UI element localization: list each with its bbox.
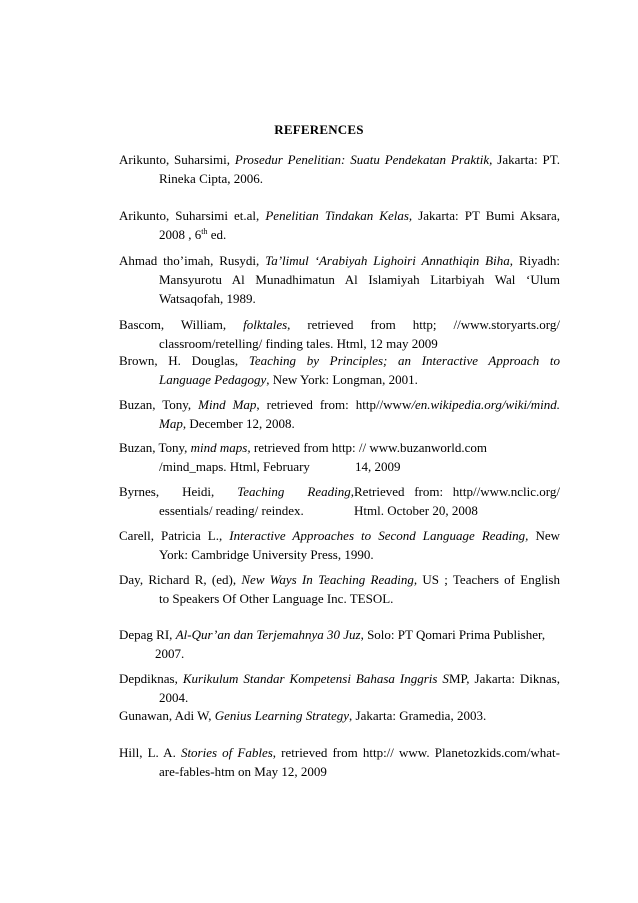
reference-line: Brown, H. Douglas, Teaching by Principles; an Interactive Approach to <box>119 353 560 368</box>
reference-line: Arikunto, Suharsimi, Prosedur Penelitian: Suatu Pendekatan Praktik, Jakarta: PT. <box>119 152 560 167</box>
reference-work-title: Penelitian Tindakan Kelas, <box>265 208 413 223</box>
superscript: th <box>201 227 208 236</box>
reference-url: /en.wikipedia.org/wiki/mind. <box>411 397 560 412</box>
reference-line: Map, December 12, 2008. <box>159 416 295 431</box>
reference-line: Buzan, Tony, Mind Map, retrieved from: http//www/en.wikipedia.org/wiki/mind. <box>119 397 560 412</box>
reference-entry <box>119 315 560 353</box>
reference-entry <box>119 438 560 476</box>
reference-entry <box>119 351 560 389</box>
reference-line: Bascom, William, folktales, retrieved from http; //www.storyarts.org/ <box>119 317 560 332</box>
reference-entry <box>119 251 560 308</box>
reference-entry <box>119 669 560 707</box>
reference-work-title: Mind Map <box>198 397 257 412</box>
reference-line: Buzan, Tony, mind maps, retrieved from http: // www.buzanworld.com <box>119 440 487 455</box>
reference-line: are-fables-htm on May 12, 2009 <box>159 764 327 779</box>
reference-line: Watsaqofah, 1989. <box>159 291 256 306</box>
reference-line: Byrnes, Heidi, Teaching Reading,Retrieved from: http//www.nclic.org/ <box>119 484 560 499</box>
reference-entry <box>119 395 560 433</box>
reference-line: Rineka Cipta, 2006. <box>159 171 263 186</box>
reference-line: to Speakers Of Other Language Inc. TESOL. <box>159 591 394 606</box>
reference-line: 2008 , 6th ed. <box>159 227 227 242</box>
reference-work-title: Language Pedagogy <box>159 372 267 387</box>
reference-entry <box>119 570 560 608</box>
reference-line: essentials/ reading/ reindex. Html. October 20, 2008 <box>159 503 478 518</box>
reference-line: Arikunto, Suharsimi et.al, Penelitian Tindakan Kelas, Jakarta: PT Bumi Aksara, <box>119 208 561 223</box>
reference-work-title: Stories of Fables <box>180 745 273 760</box>
reference-line: 2004. <box>159 690 189 705</box>
reference-entry <box>119 150 560 188</box>
reference-work-title: Genius Learning Strategy <box>214 708 350 723</box>
reference-work-title: Map <box>159 416 183 431</box>
reference-work-title: Ta’limul ‘Arabiyah Lighoiri Annathiqin Biha <box>265 253 510 268</box>
reference-line: Ahmad tho’imah, Rusydi, Ta’limul ‘Arabiyah Lighoiri Annathiqin Biha, Riyadh: <box>119 253 560 268</box>
reference-work-title: folktales <box>243 317 288 332</box>
reference-entry <box>119 706 560 725</box>
reference-line: Hill, L. A. Stories of Fables, retrieved from http:// www. Planetozkids.com/what- <box>119 745 560 760</box>
reference-entry <box>119 743 560 781</box>
reference-work-title: Interactive Approaches to Second Language Reading, <box>229 528 529 543</box>
reference-line: Mansyurotu Al Munadhimatun Al Islamiyah Litarbiyah Wal ‘Ulum <box>159 272 560 287</box>
reference-entry <box>119 625 560 663</box>
reference-line: Depag RI, Al-Qur’an dan Terjemahnya 30 Juz, Solo: PT Qomari Prima Publisher, <box>119 627 546 642</box>
reference-line: York: Cambridge University Press, 1990. <box>159 547 374 562</box>
reference-entry <box>119 482 560 520</box>
reference-work-title: Prosedur Penelitian: Suatu Pendekatan Praktik, <box>234 152 493 167</box>
reference-entry <box>119 526 560 564</box>
reference-line: /mind_maps. Html, February 14, 2009 <box>159 459 401 474</box>
reference-work-title: Teaching by Principles; an Interactive Approach to <box>248 353 560 368</box>
reference-work-title: New Ways In Teaching Reading, <box>241 572 418 587</box>
reference-work-title: Al-Qur’an dan Terjemahnya 30 Juz <box>175 627 361 642</box>
reference-line: Gunawan, Adi W, Genius Learning Strategy, Jakarta: Gramedia, 2003. <box>119 708 487 723</box>
reference-work-title: Teaching Reading <box>237 484 351 499</box>
reference-line: Depdiknas, Kurikulum Standar Kompetensi Bahasa Inggris SMP, Jakarta: Diknas, <box>119 671 560 686</box>
reference-work-title: mind maps, <box>190 440 251 455</box>
reference-entry <box>119 206 560 244</box>
reference-line: Carell, Patricia L., Interactive Approaches to Second Language Reading, New <box>119 528 560 543</box>
reference-line: 2007. <box>155 646 185 661</box>
page-title: REFERENCES <box>274 122 364 137</box>
reference-line: Language Pedagogy, New York: Longman, 2001. <box>159 372 418 387</box>
reference-work-title: Kurikulum Standar Kompetensi Bahasa Inggris S <box>182 671 449 686</box>
reference-line: classroom/retelling/ finding tales. Html, 12 may 2009 <box>159 336 438 351</box>
reference-line: Day, Richard R, (ed), New Ways In Teaching Reading, US ; Teachers of English <box>119 572 560 587</box>
